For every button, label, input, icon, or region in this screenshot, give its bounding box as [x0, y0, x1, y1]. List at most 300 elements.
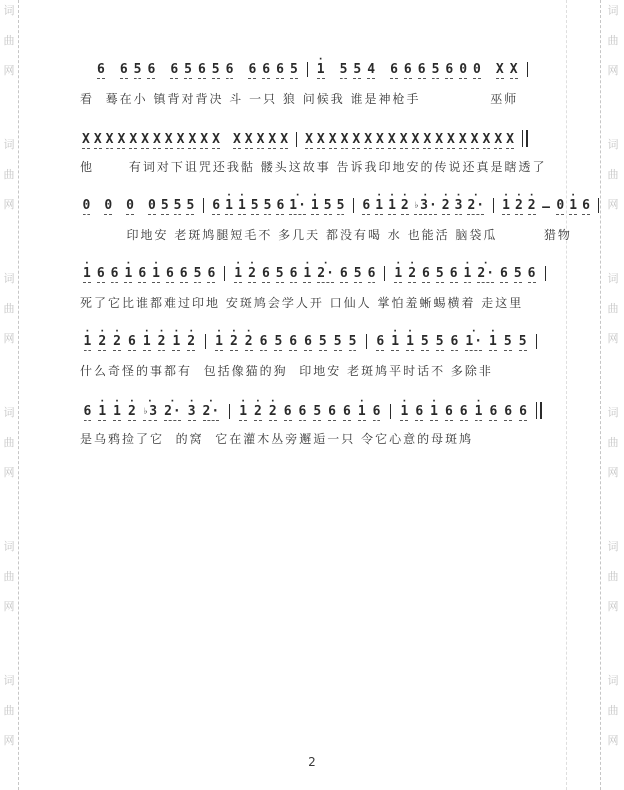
note — [376, 133, 384, 149]
barline — [353, 198, 354, 213]
note-digit: 6 — [83, 404, 92, 419]
note-digit: 1 — [215, 334, 223, 349]
note — [459, 133, 467, 149]
barline — [366, 334, 367, 349]
watermark-text: 曲 — [607, 302, 619, 315]
note-digit: 6 — [119, 62, 128, 77]
note — [375, 190, 384, 215]
note-digit: 1 — [357, 404, 366, 419]
note-digit: 0 — [104, 198, 113, 213]
note-digit: 5 — [263, 198, 272, 213]
notation-line — [80, 396, 572, 427]
note — [477, 258, 495, 283]
watermark-text: 词 — [3, 4, 15, 17]
note-digit: 5 — [333, 334, 342, 349]
note-digit: 5 — [323, 198, 332, 213]
note-digit: 2 — [98, 334, 107, 349]
note-digit: 6 — [179, 266, 188, 281]
octave-dot: · — [317, 54, 324, 65]
watermark-text: 曲 — [607, 168, 619, 181]
note — [127, 396, 136, 421]
octave-dot: · — [401, 396, 408, 407]
note — [98, 326, 107, 351]
note-digit: 5 — [348, 334, 357, 349]
note — [317, 258, 334, 283]
note-digit: 1 — [394, 266, 403, 281]
note-digit: 1 — [316, 62, 325, 77]
note — [343, 405, 351, 421]
barline — [536, 334, 537, 349]
note-digit: 5 — [513, 266, 522, 281]
note — [187, 396, 196, 421]
note-digit: 5 — [275, 266, 284, 281]
octave-dot: · — [254, 396, 261, 407]
note-digit: 1 — [124, 266, 133, 281]
note-digit: X — [117, 132, 126, 147]
note-digit: 1 — [406, 334, 414, 349]
music-system — [80, 124, 572, 175]
note-digit: 5 — [133, 62, 142, 77]
barline — [203, 198, 204, 213]
final-barline — [522, 130, 528, 147]
note — [200, 133, 208, 149]
note-digit: 6 — [96, 266, 105, 281]
note — [104, 199, 112, 215]
note-digit: X — [458, 132, 467, 147]
note-digit: 2 — [187, 334, 196, 349]
right-dashed-border — [600, 0, 601, 790]
note — [120, 63, 128, 79]
notation-line — [80, 328, 572, 359]
note-digit: 6 — [212, 198, 221, 213]
note — [506, 133, 514, 149]
note — [340, 267, 348, 283]
note-digit: 2 — [229, 334, 238, 349]
watermark-text: 曲 — [3, 302, 15, 315]
octave-dot: · — [406, 326, 413, 337]
octave-dot: · — [470, 326, 477, 337]
note-digit: 2 — [268, 404, 277, 419]
barline — [296, 132, 297, 147]
note-digit: 2 — [408, 266, 417, 281]
octave-dot: · — [311, 190, 318, 201]
note — [128, 335, 136, 351]
note-digit: 6 — [519, 404, 527, 419]
watermark-text: 词 — [607, 406, 619, 419]
note — [268, 133, 276, 149]
note-digit: X — [506, 132, 514, 147]
note — [445, 405, 453, 421]
note-digit: 5 — [289, 62, 298, 77]
note-digit: 2 — [248, 266, 256, 281]
lyrics-line: 是乌鸦捡了它 的窝 它在灌木丛旁邂逅一只 令它心意的母斑鸠 — [80, 432, 474, 446]
note — [400, 190, 409, 215]
octave-dot: · — [158, 326, 165, 337]
octave-dot: · — [482, 258, 489, 269]
octave-dot: · — [503, 190, 510, 201]
note — [184, 63, 192, 79]
octave-dot: · — [99, 326, 106, 337]
note-digit: 1 — [289, 198, 298, 213]
note-digit: X — [376, 132, 384, 147]
barline — [307, 62, 308, 77]
watermark-text: 词 — [3, 540, 15, 553]
note-digit: 6 — [339, 266, 348, 281]
octave-dot: · — [146, 396, 153, 407]
note — [376, 335, 384, 351]
note — [556, 199, 564, 215]
note — [290, 63, 298, 79]
note-digit: 6 — [283, 404, 292, 419]
barline — [598, 198, 599, 213]
note — [353, 63, 361, 79]
note — [172, 326, 181, 351]
note-digit: X — [268, 132, 277, 147]
note-digit: X — [482, 132, 491, 147]
note — [276, 199, 284, 215]
notation-line — [80, 56, 572, 87]
note — [215, 326, 223, 351]
notation-line — [80, 260, 572, 291]
note-digit: 6 — [376, 334, 385, 349]
octave-dot: · — [294, 190, 301, 201]
note-digit: 5 — [184, 62, 192, 77]
note-digit: 1 — [388, 198, 396, 213]
watermark-text: 网 — [3, 64, 15, 77]
note — [394, 258, 403, 283]
note — [496, 63, 504, 79]
note — [83, 326, 92, 351]
note — [141, 133, 149, 149]
octave-dot: · — [570, 190, 577, 201]
note — [328, 405, 336, 421]
note — [467, 190, 485, 215]
note-digit: 1 — [465, 334, 474, 349]
note-digit: 2 — [467, 198, 476, 213]
barline — [224, 266, 225, 281]
octave-dot: · — [249, 258, 256, 269]
music-system — [80, 396, 572, 447]
watermark-text: 网 — [607, 198, 619, 211]
note-digit: X — [305, 132, 313, 147]
note-digit: 6 — [372, 404, 381, 419]
octave-dot: · — [238, 190, 245, 201]
note — [180, 267, 188, 283]
note — [226, 63, 234, 79]
note-digit: 1 — [142, 334, 151, 349]
octave-dot: · — [442, 190, 449, 201]
note-digit: 1 — [239, 404, 248, 419]
note-digit: 6 — [403, 62, 412, 77]
note-digit: 6 — [489, 404, 498, 419]
note — [408, 258, 417, 283]
watermark-text: 词 — [3, 272, 15, 285]
note-digit: 5 — [420, 334, 429, 349]
note-digit: 6 — [97, 62, 105, 77]
octave-dot: · — [143, 326, 150, 337]
watermark-text: 网 — [607, 332, 619, 345]
note — [460, 405, 468, 421]
left-watermark-column — [1, 0, 17, 790]
note-digit: 6 — [444, 404, 453, 419]
note-digit: 6 — [138, 266, 147, 281]
flat-sign: ♭ — [413, 201, 420, 211]
note — [400, 396, 409, 421]
note — [129, 133, 137, 149]
note — [445, 63, 453, 79]
note-digit: 2 — [202, 404, 211, 419]
note — [519, 405, 527, 421]
note-digit: X — [82, 132, 90, 147]
note-digit: 6 — [459, 404, 468, 419]
note — [354, 267, 362, 283]
note-digit: 1 — [172, 334, 181, 349]
watermark-group — [4, 674, 15, 764]
note-digit: 2 — [113, 334, 121, 349]
note — [450, 267, 458, 283]
watermark-group — [4, 138, 15, 228]
note-digit: 6 — [298, 404, 307, 419]
note-digit: 1 — [310, 198, 319, 213]
augmentation-dot: · — [326, 266, 334, 281]
note — [113, 396, 121, 421]
note — [390, 63, 398, 79]
note — [415, 405, 423, 421]
watermark-text: 网 — [3, 734, 15, 747]
note — [177, 133, 185, 149]
note — [349, 335, 357, 351]
note-digit: X — [212, 132, 220, 147]
note — [207, 267, 215, 283]
note — [413, 190, 437, 215]
barline — [390, 404, 391, 419]
note-digit: 1 — [569, 198, 578, 213]
note-digit: 6 — [415, 404, 424, 419]
watermark-text: 网 — [3, 600, 15, 613]
note — [528, 267, 536, 283]
octave-dot: · — [401, 190, 408, 201]
note-digit: 5 — [353, 62, 362, 77]
note — [519, 335, 527, 351]
note-digit: 1 — [303, 266, 312, 281]
note-digit: 5 — [503, 334, 512, 349]
music-system — [80, 328, 572, 379]
note-digit: 6 — [276, 198, 285, 213]
note-digit: 2 — [244, 334, 253, 349]
note — [473, 63, 481, 79]
note — [423, 133, 431, 149]
octave-dot: · — [84, 326, 91, 337]
lyrics-line: 看 蓦在小 镇背对背决 斗 一只 狼 问候我 谁是神枪手 巫师 — [80, 92, 519, 106]
octave-dot: · — [245, 326, 252, 337]
note-digit: 0 — [82, 198, 91, 213]
watermark-text: 曲 — [607, 570, 619, 583]
notation-line — [80, 124, 572, 155]
note-digit: 6 — [343, 404, 351, 419]
note — [304, 335, 312, 351]
note — [418, 63, 426, 79]
note-digit: 5 — [353, 266, 362, 281]
barline — [384, 266, 385, 281]
note-digit: X — [188, 132, 197, 147]
note — [319, 335, 327, 351]
note — [313, 405, 321, 421]
augmentation-dot: · — [172, 404, 181, 419]
watermark-group — [4, 272, 15, 362]
octave-dot: · — [304, 258, 311, 269]
note-digit: 5 — [318, 334, 327, 349]
octave-dot: · — [216, 326, 223, 337]
note-digit: 6 — [225, 62, 234, 77]
octave-dot: · — [83, 258, 90, 269]
octave-dot: · — [269, 396, 276, 407]
note — [514, 267, 522, 283]
note — [244, 326, 253, 351]
note-digit: X — [399, 132, 408, 147]
watermark-group — [608, 674, 619, 764]
note-digit: 0 — [459, 62, 468, 77]
note — [303, 258, 312, 283]
watermark-text: 词 — [607, 674, 619, 687]
note — [352, 133, 360, 149]
flat-sign: ♭ — [142, 407, 149, 417]
right-watermark-column — [605, 0, 621, 790]
note-digit: 6 — [390, 62, 398, 77]
note — [388, 190, 396, 215]
octave-dot: · — [455, 190, 462, 201]
note — [138, 267, 146, 283]
barline — [205, 334, 206, 349]
octave-dot: · — [99, 396, 106, 407]
note-digit: 5 — [336, 198, 345, 213]
octave-dot: · — [431, 396, 438, 407]
note-digit: 0 — [147, 198, 156, 213]
note — [251, 199, 259, 215]
note-digit: 3 — [454, 198, 463, 213]
music-system — [80, 190, 590, 243]
note — [471, 133, 479, 149]
note-digit: 6 — [259, 334, 268, 349]
note — [514, 190, 523, 215]
note-digit: 1 — [391, 334, 400, 349]
note-digit: 6 — [147, 62, 156, 77]
note — [400, 133, 408, 149]
watermark-text: 网 — [3, 466, 15, 479]
note — [245, 133, 253, 149]
augmentation-dot: · — [298, 198, 306, 213]
note-digit: 2 — [157, 334, 166, 349]
note — [117, 133, 125, 149]
note-digit: 0 — [556, 198, 565, 213]
note — [268, 396, 277, 421]
note-digit: X — [509, 62, 518, 77]
note — [234, 258, 243, 283]
note-digit: 3 — [420, 198, 428, 213]
note-digit: 6 — [248, 62, 257, 77]
note-digit: 6 — [289, 266, 298, 281]
note-digit: 1 — [113, 404, 121, 419]
page-number: 2 — [308, 755, 316, 769]
watermark-text: 词 — [3, 406, 15, 419]
note — [152, 258, 160, 283]
note — [94, 133, 102, 149]
note — [316, 54, 325, 79]
note — [459, 63, 467, 79]
note — [124, 258, 133, 283]
note-digit: 2 — [477, 266, 486, 281]
note-digit: 5 — [186, 198, 195, 213]
note — [474, 396, 483, 421]
note-digit: 5 — [211, 62, 220, 77]
note — [463, 258, 472, 283]
octave-dot: · — [489, 326, 496, 337]
note — [276, 267, 284, 283]
note — [483, 133, 491, 149]
note — [98, 396, 107, 421]
note — [569, 190, 578, 215]
octave-dot: · — [240, 396, 247, 407]
note-digit: X — [232, 132, 241, 147]
octave-dot: · — [472, 190, 479, 201]
left-dashed-border — [18, 0, 19, 790]
octave-dot: · — [125, 258, 132, 269]
note-digit: 6 — [276, 62, 284, 77]
note-digit: 2 — [254, 404, 262, 419]
watermark-text: 曲 — [3, 436, 15, 449]
lyrics-line: 印地安 老斑鸠腿短毛不 多几天 都没有喝 水 也能活 脑袋瓜 猎物 — [80, 228, 572, 242]
note-digit: 5 — [339, 62, 348, 77]
note — [165, 133, 173, 149]
watermark-text: 词 — [607, 272, 619, 285]
note — [174, 199, 182, 215]
note — [368, 267, 376, 283]
note — [337, 199, 345, 215]
note — [310, 190, 319, 215]
note — [276, 63, 284, 79]
note — [280, 133, 288, 149]
octave-dot: · — [358, 396, 365, 407]
note-digit: X — [352, 132, 361, 147]
watermark-text: 词 — [3, 138, 15, 151]
note-digit: 5 — [435, 334, 444, 349]
note — [164, 396, 181, 421]
note-digit: X — [244, 132, 253, 147]
note-digit: 6 — [165, 266, 174, 281]
note-digit: 5 — [518, 334, 527, 349]
note-digit: X — [200, 132, 209, 147]
note-digit: 6 — [304, 334, 312, 349]
lyrics-line: 死了它比谁都难过印地 安斑鸠会学人开 口仙人 掌怕羞蜥蜴横着 走这里 — [80, 296, 524, 310]
note-digit: 6 — [197, 62, 206, 77]
note-digit: 6 — [422, 266, 430, 281]
note — [527, 190, 536, 215]
note-digit: 6 — [445, 62, 454, 77]
note-digit: 4 — [367, 62, 376, 77]
note-digit: 2 — [441, 198, 450, 213]
note-digit: X — [141, 132, 149, 147]
note-digit: X — [328, 132, 337, 147]
octave-dot: · — [188, 326, 195, 337]
note — [435, 133, 443, 149]
note — [257, 133, 265, 149]
note-digit: 6 — [367, 266, 376, 281]
note — [161, 199, 169, 215]
octave-dot: · — [128, 396, 135, 407]
note-digit: 2 — [127, 404, 136, 419]
note — [441, 190, 450, 215]
note-digit: 5 — [193, 266, 202, 281]
note-digit: 5 — [274, 334, 283, 349]
